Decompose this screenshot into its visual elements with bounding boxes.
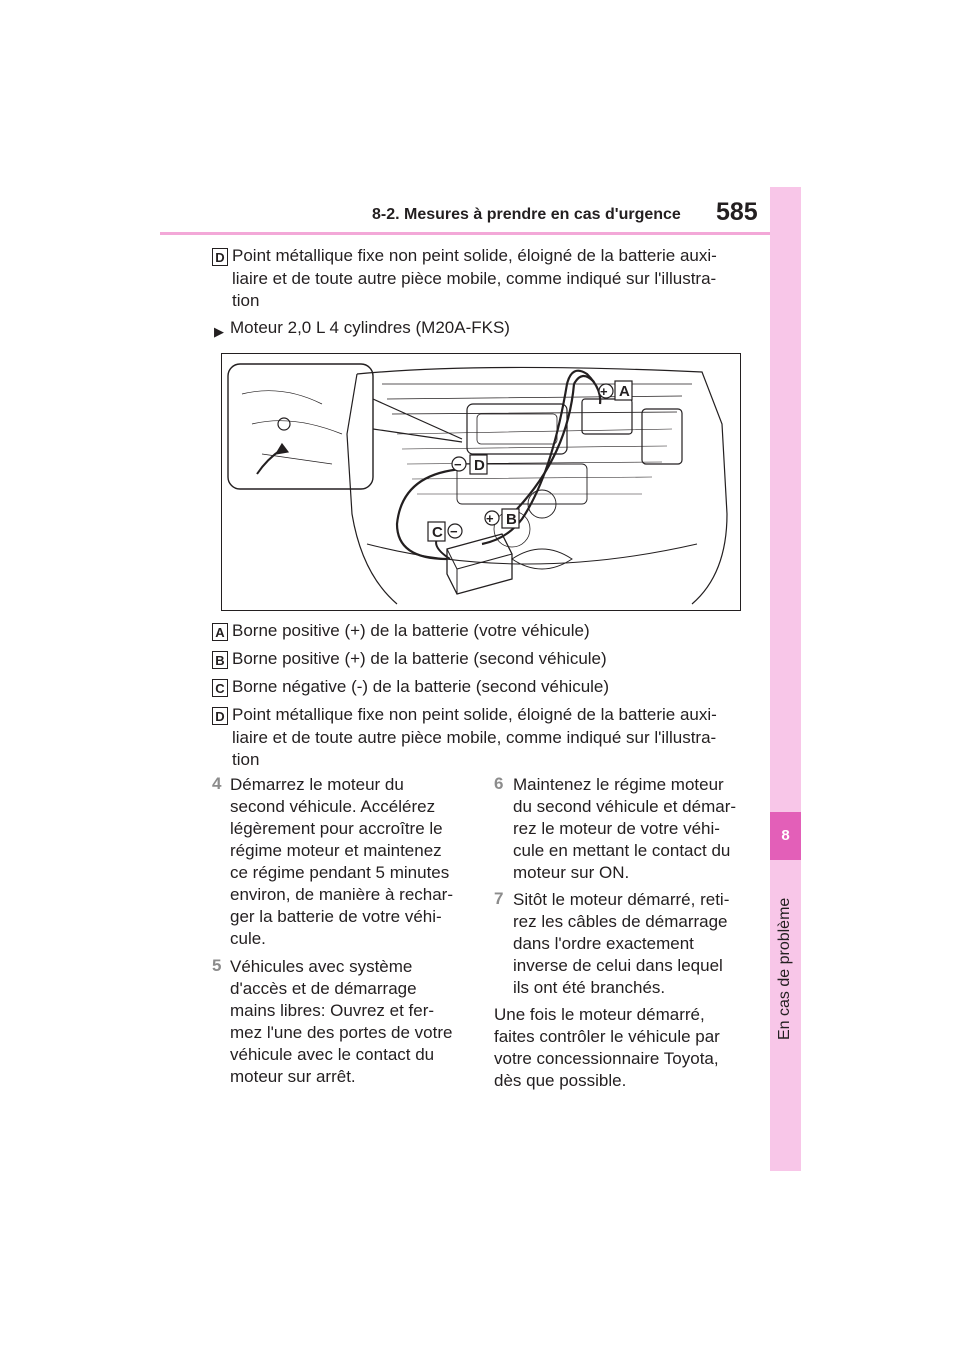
letter-b-box: B bbox=[212, 651, 228, 669]
callout-b: B bbox=[506, 511, 517, 528]
minus-symbol-d: − bbox=[454, 457, 462, 472]
letter-a-box: A bbox=[212, 623, 228, 641]
legend-d-text bbox=[232, 704, 752, 772]
step-4-text bbox=[230, 774, 470, 950]
step-number: 5 bbox=[212, 956, 222, 975]
step-6-text bbox=[513, 774, 763, 884]
text-line: dès que possible. bbox=[494, 1071, 627, 1090]
intro-item-text bbox=[232, 245, 752, 313]
minus-symbol-c: − bbox=[450, 524, 458, 539]
text-line: cule. bbox=[230, 929, 266, 948]
text-line: liaire et de toute autre pièce mobile, comme indiqué sur l'illustra- bbox=[232, 727, 717, 747]
text-line: environ, de manière à rechar- bbox=[230, 885, 454, 904]
text-line: rez le moteur de votre véhi- bbox=[513, 819, 720, 838]
text-line: du second véhicule et démar- bbox=[513, 797, 737, 816]
legend-a-text: Borne positive (+) de la batterie (votre véhicule) bbox=[232, 621, 590, 640]
text-line: d'accès et de démarrage bbox=[230, 979, 417, 998]
step-5-text bbox=[230, 956, 470, 1088]
text-line: second véhicule. Accélérez bbox=[230, 797, 436, 816]
engine-bay-drawing bbox=[222, 354, 740, 610]
callout-a: A bbox=[619, 383, 630, 400]
text-line: mez l'une des portes de votre bbox=[230, 1023, 453, 1042]
text-line: faites contrôler le véhicule par bbox=[494, 1027, 720, 1046]
callout-d: D bbox=[474, 457, 485, 474]
letter-d-box: D bbox=[212, 707, 228, 725]
plus-symbol-b: + bbox=[486, 511, 494, 526]
chapter-number-tab: 8 bbox=[770, 812, 801, 860]
plus-symbol-a: + bbox=[600, 384, 608, 399]
triangle-bullet-icon: ▶ bbox=[214, 324, 224, 339]
text-line: ce régime pendant 5 minutes bbox=[230, 863, 450, 882]
text-line: moteur sur ON. bbox=[513, 863, 630, 882]
letter-c-box: C bbox=[212, 679, 228, 697]
text-line: rez les câbles de démarrage bbox=[513, 912, 728, 931]
engine-subheading: Moteur 2,0 L 4 cylindres (M20A-FKS) bbox=[230, 318, 510, 337]
text-line: Véhicules avec système bbox=[230, 957, 413, 976]
step-7-text bbox=[513, 889, 763, 999]
text-line: dans l'ordre exactement bbox=[513, 934, 694, 953]
jump-start-illustration bbox=[221, 353, 741, 611]
chapter-title: En cas de problème bbox=[776, 897, 793, 1040]
text-line: tion bbox=[232, 750, 260, 769]
text-line: régime moteur et maintenez bbox=[230, 841, 442, 860]
text-line: moteur sur arrêt. bbox=[230, 1067, 356, 1086]
section-title: 8-2. Mesures à prendre en cas d'urgence bbox=[372, 206, 681, 223]
step-number: 6 bbox=[494, 774, 504, 793]
header-rule bbox=[160, 232, 770, 235]
text-line: véhicule avec le contact du bbox=[230, 1045, 435, 1064]
text-line: tion bbox=[232, 291, 260, 310]
text-line: Démarrez le moteur du bbox=[230, 775, 404, 794]
closing-paragraph bbox=[494, 1004, 764, 1092]
text-line: Une fois le moteur démarré, bbox=[494, 1005, 705, 1024]
text-line: votre concessionnaire Toyota, bbox=[494, 1049, 719, 1068]
text-line: légèrement pour accroître le bbox=[230, 819, 443, 838]
page-number: 585 bbox=[716, 198, 758, 226]
callout-c: C bbox=[432, 524, 443, 541]
step-number: 7 bbox=[494, 889, 504, 908]
legend-c-text: Borne négative (-) de la batterie (second véhicule) bbox=[232, 677, 610, 696]
text-line: inverse de celui dans lequel bbox=[513, 956, 723, 975]
text-line: Maintenez le régime moteur bbox=[513, 775, 724, 794]
text-line: Point métallique fixe non peint solide, éloigné de la batterie auxi- bbox=[232, 246, 717, 265]
text-line: mains libres: Ouvrez et fer- bbox=[230, 1001, 435, 1020]
legend-b-text: Borne positive (+) de la batterie (second véhicule) bbox=[232, 649, 607, 668]
text-line: ger la batterie de votre véhi- bbox=[230, 907, 442, 926]
step-number: 4 bbox=[212, 774, 222, 793]
text-line: Point métallique fixe non peint solide, éloigné de la batterie auxi- bbox=[232, 705, 717, 724]
text-line: liaire et de toute autre pièce mobile, comme indiqué sur l'illustra- bbox=[232, 268, 717, 288]
letter-d-box: D bbox=[212, 248, 228, 266]
text-line: cule en mettant le contact du bbox=[513, 841, 731, 860]
text-line: ils ont été branchés. bbox=[513, 978, 666, 997]
text-line: Sitôt le moteur démarré, reti- bbox=[513, 890, 730, 909]
